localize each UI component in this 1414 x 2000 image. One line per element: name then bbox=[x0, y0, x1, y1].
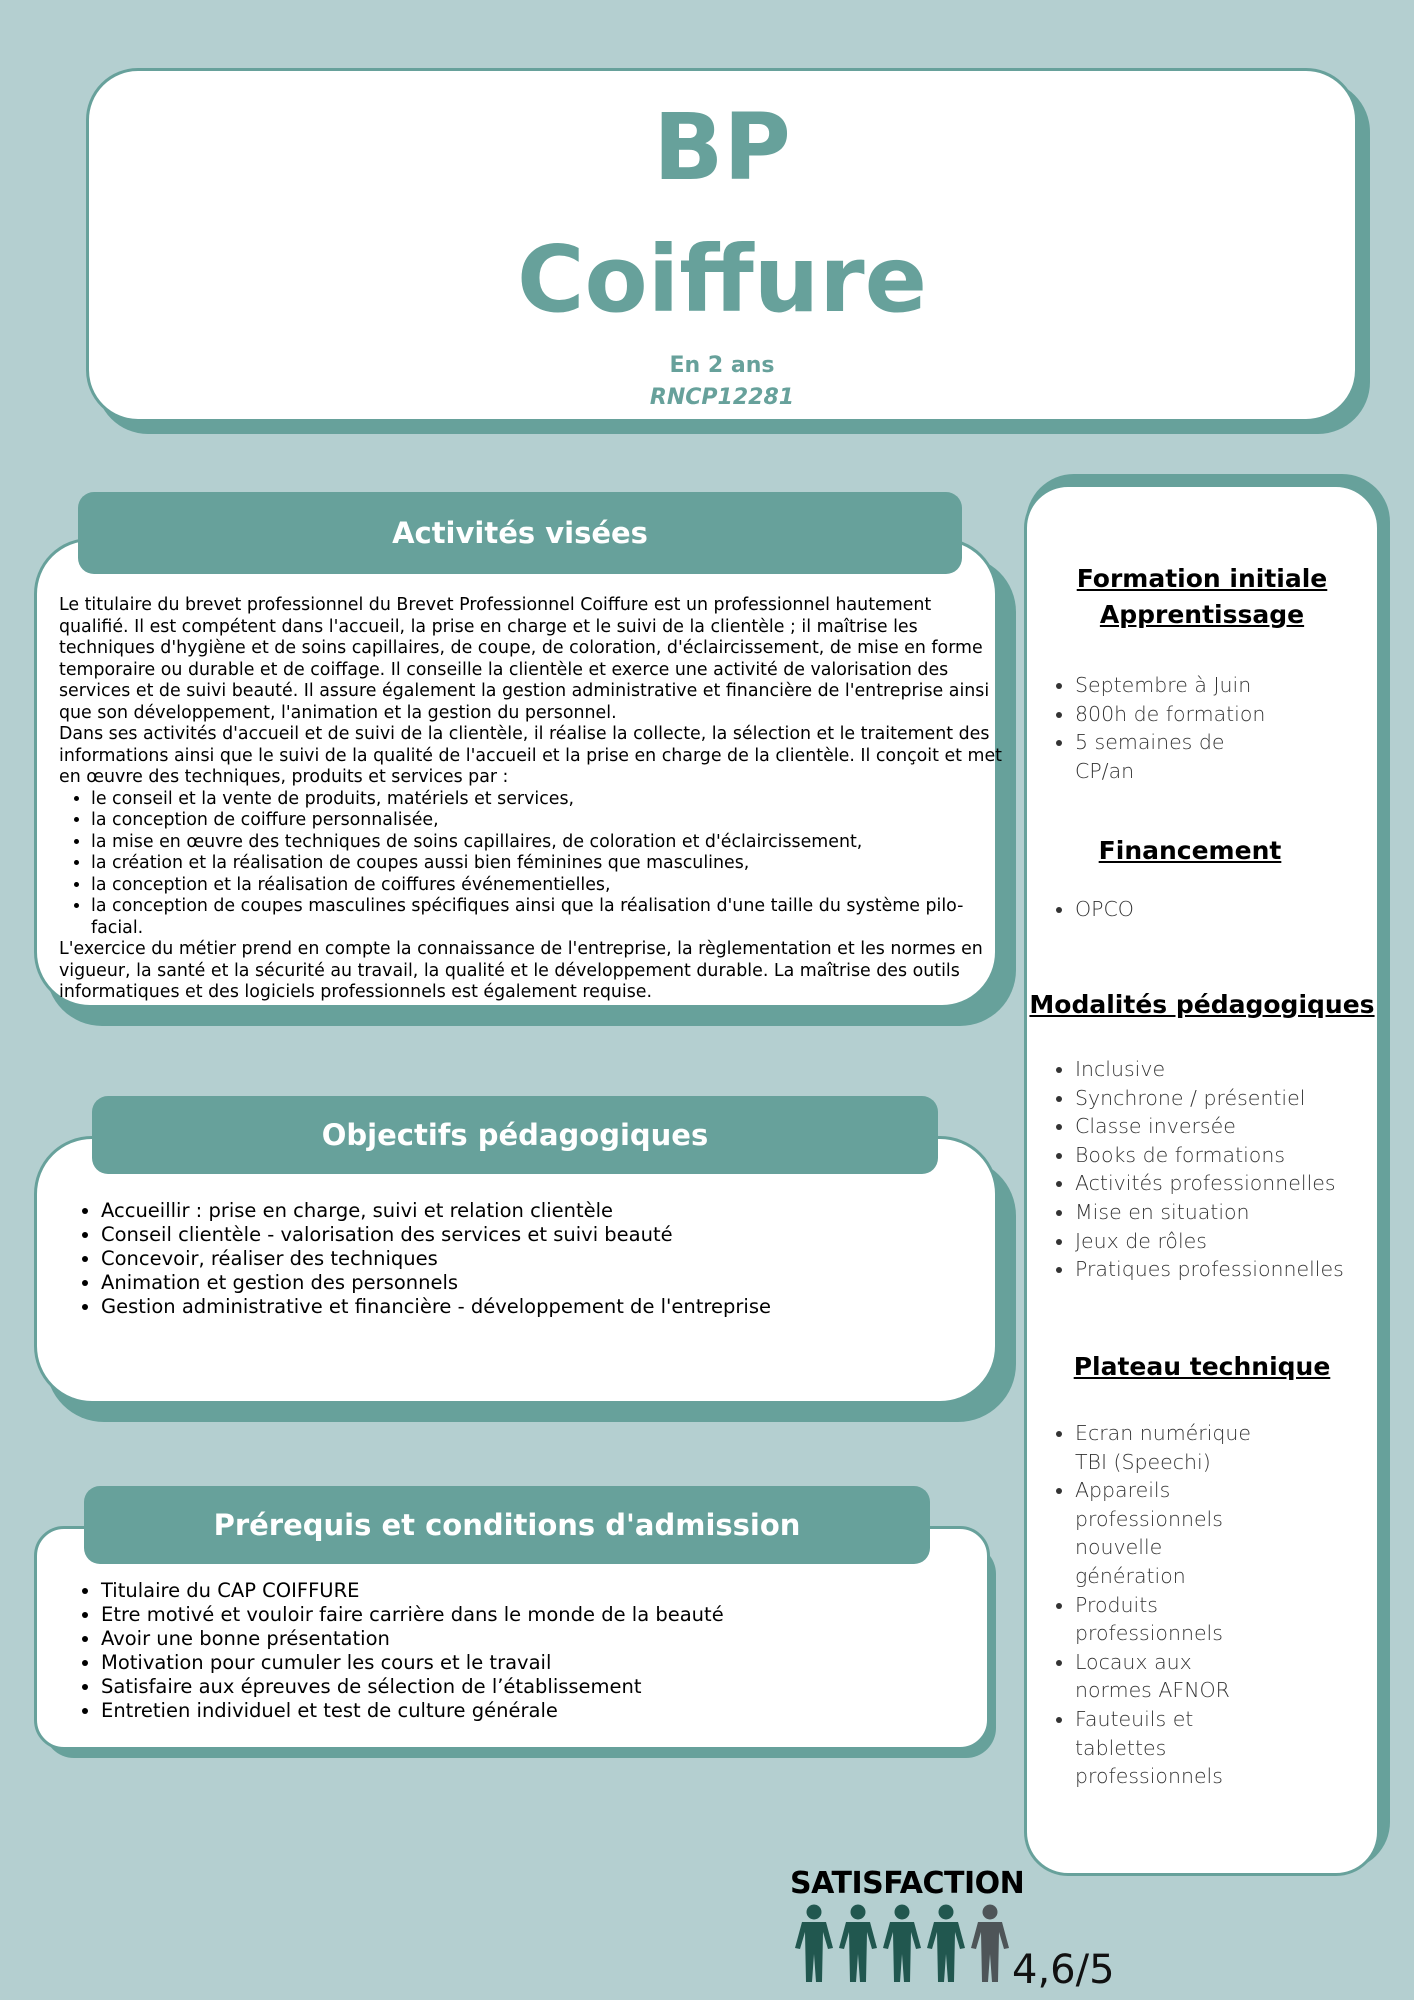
header-card bbox=[86, 68, 1358, 422]
activites-content bbox=[59, 595, 1003, 1004]
activites-heading: Activités visées bbox=[78, 492, 962, 574]
formation-list bbox=[1047, 671, 1285, 785]
satisfaction-rating-icons bbox=[794, 1904, 1016, 1982]
duration-text: En 2 ans bbox=[669, 353, 775, 378]
satisfaction-score: 4,6/5 bbox=[1012, 1947, 1115, 1993]
list-item: • Fauteuils et tablettes professionnels bbox=[1075, 1705, 1275, 1791]
formation-heading-line-2: Apprentissage bbox=[1099, 600, 1305, 629]
list-item: • Books de formations bbox=[1075, 1141, 1344, 1170]
list-item: • Gestion administrative et financière - développement de l'entreprise bbox=[101, 1295, 771, 1319]
list-item: • Motivation pour cumuler les cours et le travail bbox=[101, 1651, 724, 1675]
list-item: • Concevoir, réaliser des techniques bbox=[101, 1247, 771, 1271]
list-item: • 5 semaines de CP/an bbox=[1075, 728, 1285, 785]
list-item: • Avoir une bonne présentation bbox=[101, 1627, 724, 1651]
list-item: • Activités professionnelles bbox=[1075, 1169, 1344, 1198]
sidebar-card bbox=[1024, 484, 1380, 1876]
list-item: • Etre motivé et vouloir faire carrière dans le monde de la beauté bbox=[101, 1603, 724, 1627]
objectifs-heading: Objectifs pédagogiques bbox=[92, 1096, 938, 1174]
activites-card bbox=[34, 538, 1002, 1008]
list-item: • Locaux aux normes AFNOR bbox=[1075, 1648, 1275, 1705]
list-item: • Entretien individuel et test de culture générale bbox=[101, 1699, 724, 1723]
person-icon bbox=[795, 1905, 833, 1983]
list-item: • Classe inversée bbox=[1075, 1112, 1344, 1141]
list-item: • la mise en œuvre des techniques de soins capillaires, de coloration et d'éclaircissement, bbox=[91, 832, 1003, 854]
prerequis-list bbox=[65, 1579, 724, 1723]
person-icon bbox=[971, 1905, 1009, 1983]
list-item: • Appareils professionnels nouvelle génération bbox=[1075, 1476, 1275, 1590]
list-item: • Jeux de rôles bbox=[1075, 1227, 1344, 1256]
title-abbreviation: BP bbox=[653, 94, 791, 201]
person-icon bbox=[927, 1905, 965, 1983]
list-item: • la conception de coupes masculines spécifiques ainsi que la réalisation d'une taille du système pilo-facial. bbox=[91, 896, 1003, 939]
list-item: • la création et la réalisation de coupes aussi bien féminines que masculines, bbox=[91, 853, 1003, 875]
list-item: • Satisfaire aux épreuves de sélection de l’établissement bbox=[101, 1675, 724, 1699]
list-item: • 800h de formation bbox=[1075, 700, 1285, 729]
list-item: • Ecran numérique TBI (Speechi) bbox=[1075, 1419, 1275, 1476]
activites-paragraph-3: L'exercice du métier prend en compte la connaissance de l'entreprise, la règlementation et les normes en vigueur, la santé et la sécurité au travail, la qualité et le développement durable. La maîtrise des outils informatiques et des logiciels professionnels est également requise. bbox=[59, 939, 983, 1002]
plateau-heading: Plateau technique bbox=[1073, 1352, 1331, 1381]
modalites-list bbox=[1047, 1055, 1344, 1284]
list-item: • Inclusive bbox=[1075, 1055, 1344, 1084]
plateau-list bbox=[1047, 1419, 1275, 1791]
financement-list bbox=[1047, 895, 1134, 924]
person-icon bbox=[883, 1905, 921, 1983]
activites-paragraph-1: Le titulaire du brevet professionnel du Brevet Professionnel Coiffure est un professionnel hautement qualifié. Il est compétent dans l'accueil, la prise en charge et le suivi de la clientèle ; il maîtrise les techniques d'hygiène et de soins capillaires, de coupe, de coloration, d'éclaircissement, de mise en forme temporaire ou durable et de coiffage. Il conseille la clientèle et exerce une activité de valorisation des services et de suivi beauté. Il assure également la gestion administrative et financière de l'entreprise ainsi que son développement, l'animation et la gestion du personnel. bbox=[59, 595, 990, 723]
financement-heading: Financement bbox=[1098, 836, 1282, 865]
page-title: Coiffure bbox=[516, 226, 928, 333]
activites-paragraph-2: Dans ses activités d'accueil et de suivi de la clientèle, il réalise la collecte, la sélection et le traitement des informations ainsi que le suivi de la qualité de l'accueil et la prise en charge de la clientèle. Il conçoit et met en œuvre des techniques, produits et services par : bbox=[59, 724, 1002, 787]
list-item: • Conseil clientèle - valorisation des services et suivi beauté bbox=[101, 1223, 771, 1247]
list-item: • Accueillir : prise en charge, suivi et relation clientèle bbox=[101, 1199, 771, 1223]
activites-list bbox=[59, 789, 1003, 940]
formation-heading bbox=[1027, 561, 1377, 633]
list-item: • OPCO bbox=[1075, 895, 1134, 924]
list-item: • Animation et gestion des personnels bbox=[101, 1271, 771, 1295]
list-item: • le conseil et la vente de produits, matériels et services, bbox=[91, 789, 1003, 811]
list-item: • la conception de coiffure personnalisée, bbox=[91, 810, 1003, 832]
objectifs-list bbox=[65, 1199, 771, 1319]
list-item: • Pratiques professionnelles bbox=[1075, 1255, 1344, 1284]
list-item: • la conception et la réalisation de coiffures événementielles, bbox=[91, 875, 1003, 897]
objectifs-card bbox=[34, 1136, 998, 1404]
list-item: • Septembre à Juin bbox=[1075, 671, 1285, 700]
satisfaction-title: SATISFACTION bbox=[790, 1866, 1025, 1901]
rncp-code: RNCP12281 bbox=[649, 385, 795, 410]
formation-heading-line-1: Formation initiale bbox=[1076, 564, 1328, 593]
list-item: • Mise en situation bbox=[1075, 1198, 1344, 1227]
prerequis-heading: Prérequis et conditions d'admission bbox=[84, 1486, 930, 1564]
list-item: • Produits professionnels bbox=[1075, 1591, 1275, 1648]
modalites-heading: Modalités pédagogiques bbox=[1029, 990, 1375, 1019]
list-item: • Titulaire du CAP COIFFURE bbox=[101, 1579, 724, 1603]
list-item: • Synchrone / présentiel bbox=[1075, 1084, 1344, 1113]
person-icon bbox=[839, 1905, 877, 1983]
